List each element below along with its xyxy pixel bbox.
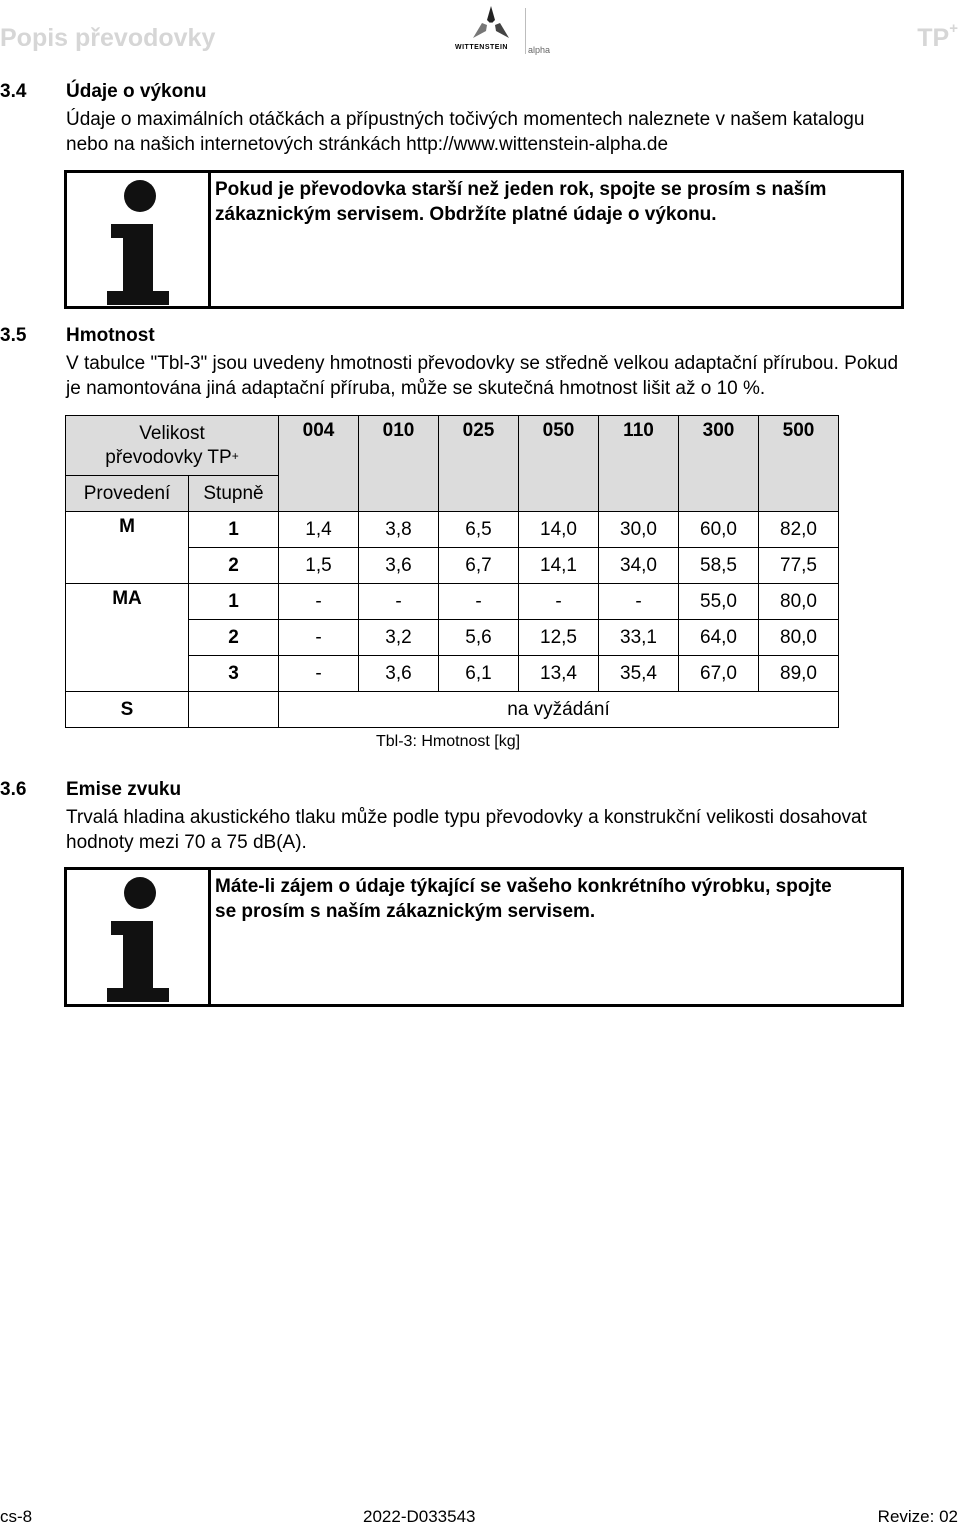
weight-cell: - <box>599 584 679 620</box>
weight-cell: 67,0 <box>679 656 759 692</box>
weight-cell: 34,0 <box>599 548 679 584</box>
table-row <box>66 512 839 548</box>
weight-cell: - <box>519 584 599 620</box>
weight-cell: - <box>279 620 359 656</box>
weight-cell: 6,7 <box>439 548 519 584</box>
table-row <box>66 692 839 728</box>
info-line: Máte-li zájem o údaje týkající se vašeho konkrétního výrobku, spojte <box>215 876 832 897</box>
section-3-4-text <box>66 107 864 157</box>
running-header-product <box>917 20 958 53</box>
info-box-performance <box>64 170 904 309</box>
weight-cell: 3,8 <box>359 512 439 548</box>
weight-table <box>65 415 839 728</box>
section-3-5-number: 3.5 <box>0 325 27 346</box>
weight-cell: 55,0 <box>679 584 759 620</box>
on-request-cell: na vyžádání <box>279 692 839 728</box>
weight-cell: - <box>279 584 359 620</box>
section-3-4-title: Údaje o výkonu <box>66 81 207 102</box>
footer-revision: Revize: 02 <box>877 1507 958 1526</box>
size-column-header: 050 <box>519 416 599 512</box>
stage-cell: 3 <box>189 656 279 692</box>
weight-cell: 6,1 <box>439 656 519 692</box>
section-3-6-number: 3.6 <box>0 779 27 800</box>
weight-cell: 14,0 <box>519 512 599 548</box>
weight-cell: 3,2 <box>359 620 439 656</box>
size-header-cell <box>66 416 279 476</box>
weight-cell: 3,6 <box>359 656 439 692</box>
weight-cell: 14,1 <box>519 548 599 584</box>
weight-cell: 12,5 <box>519 620 599 656</box>
stage-header: Stupně <box>189 476 279 512</box>
variant-cell: MA <box>66 584 189 692</box>
weight-cell: 3,6 <box>359 548 439 584</box>
text-line: Trvalá hladina akustického tlaku může podle typu převodovky a konstrukční velikosti dosahovat <box>66 807 867 828</box>
weight-cell: 13,4 <box>519 656 599 692</box>
running-header-title: Popis převodovky <box>0 24 216 52</box>
size-column-header: 110 <box>599 416 679 512</box>
weight-cell: - <box>359 584 439 620</box>
weight-cell: 33,1 <box>599 620 679 656</box>
size-column-header: 010 <box>359 416 439 512</box>
info-icon <box>105 876 175 1002</box>
weight-cell: 5,6 <box>439 620 519 656</box>
product-sup: + <box>949 20 958 37</box>
weight-cell: 82,0 <box>759 512 839 548</box>
info-line: zákaznickým servisem. Obdržíte platné údaje o výkonu. <box>215 204 717 225</box>
text-line: Údaje o maximálních otáčkách a přípustných točivých momentech naleznete v našem katalogu <box>66 109 865 130</box>
size-column-header: 025 <box>439 416 519 512</box>
table-caption: Tbl-3: Hmotnost [kg] <box>376 733 521 750</box>
weight-cell: - <box>279 656 359 692</box>
section-3-4-number: 3.4 <box>0 81 27 102</box>
size-column-header: 004 <box>279 416 359 512</box>
text-line: je namontována jiná adaptační příruba, může se skutečná hmotnost lišit až o 10 %. <box>66 378 766 399</box>
weight-cell: 77,5 <box>759 548 839 584</box>
weight-cell: 1,5 <box>279 548 359 584</box>
logo-brand-text: WITTENSTEIN <box>455 44 508 51</box>
info-message <box>211 870 832 1004</box>
stage-cell: 1 <box>189 512 279 548</box>
weight-cell: 1,4 <box>279 512 359 548</box>
triskelion-logo-icon <box>469 4 513 44</box>
info-box-noise <box>64 867 904 1007</box>
section-3-6-title: Emise zvuku <box>66 779 182 800</box>
logo-divider <box>525 8 526 54</box>
info-icon-cell <box>67 173 211 306</box>
stage-cell-empty <box>189 692 279 728</box>
section-3-5-title: Hmotnost <box>66 325 155 346</box>
table-row <box>66 584 839 620</box>
size-column-header: 500 <box>759 416 839 512</box>
section-3-5-text <box>66 351 898 401</box>
variant-cell: S <box>66 692 189 728</box>
text-line: hodnoty mezi 70 a 75 dB(A). <box>66 832 307 853</box>
footer-document-id: 2022-D033543 <box>363 1507 476 1526</box>
stage-cell: 2 <box>189 620 279 656</box>
info-message <box>211 173 826 306</box>
info-line: Pokud je převodovka starší než jeden rok, spojte se prosím s naším <box>215 179 827 200</box>
text-line: V tabulce "Tbl-3" jsou uvedeny hmotnosti převodovky se středně velkou adaptační přírubou. Pokud <box>66 353 899 374</box>
info-icon <box>105 179 175 305</box>
weight-cell: 89,0 <box>759 656 839 692</box>
size-label-product: převodovky TP+ <box>105 446 239 468</box>
footer-page-number: cs-8 <box>0 1507 33 1526</box>
text-line: nebo na našich internetových stránkách http://www.wittenstein-alpha.de <box>66 134 669 155</box>
wittenstein-logo <box>455 4 555 56</box>
weight-cell: 60,0 <box>679 512 759 548</box>
product-name: TP <box>917 24 950 52</box>
weight-cell: 64,0 <box>679 620 759 656</box>
weight-cell: 58,5 <box>679 548 759 584</box>
weight-cell: - <box>439 584 519 620</box>
size-label: Velikost <box>139 422 205 444</box>
weight-cell: 35,4 <box>599 656 679 692</box>
weight-cell: 80,0 <box>759 584 839 620</box>
section-3-6-text <box>66 805 867 855</box>
weight-cell: 80,0 <box>759 620 839 656</box>
stage-cell: 2 <box>189 548 279 584</box>
info-icon-cell <box>67 870 211 1004</box>
logo-sub-text: alpha <box>528 45 551 55</box>
variant-header: Provedení <box>66 476 189 512</box>
stage-cell: 1 <box>189 584 279 620</box>
info-line: se prosím s naším zákaznickým servisem. <box>215 901 596 922</box>
size-column-header: 300 <box>679 416 759 512</box>
weight-cell: 6,5 <box>439 512 519 548</box>
variant-cell: M <box>66 512 189 584</box>
weight-cell: 30,0 <box>599 512 679 548</box>
